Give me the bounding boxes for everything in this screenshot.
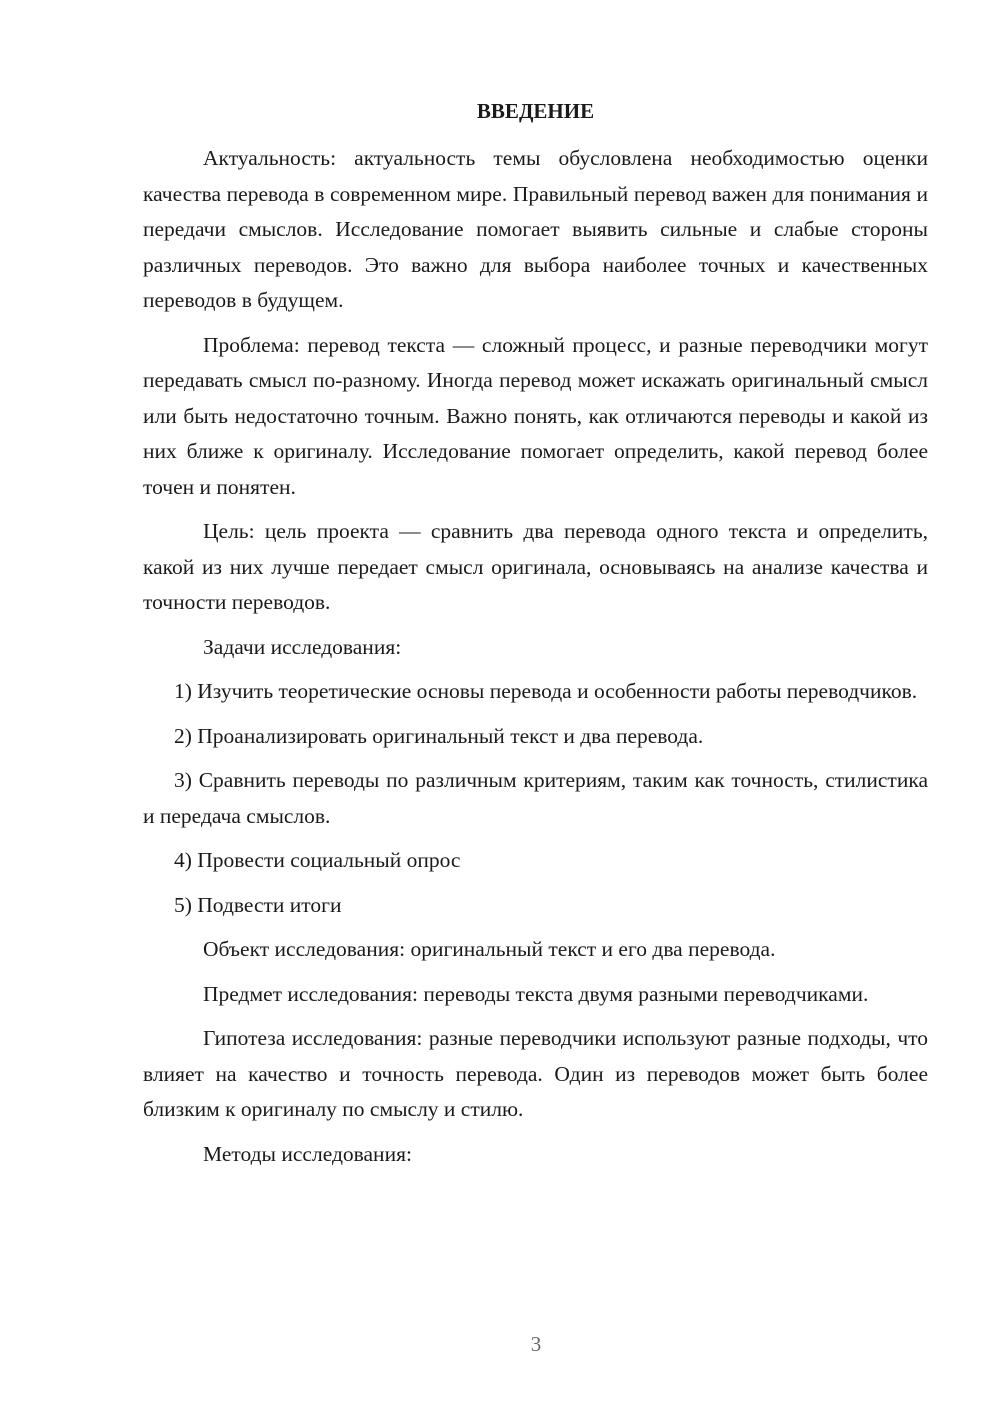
task-item-1: 1) Изучить теоретические основы перевода и особенности работы переводчиков. [174, 679, 918, 703]
paragraph-problem: Проблема: перевод текста — сложный процесс, и разные переводчики могут передавать смысл по-разному. Иногда перевод может искажать оригинальный смысл или быть недостаточно точным. Важно понять, как отличаются переводы и какой из них ближе к оригиналу. Исследование помогает определить, какой перевод более точен и понятен. [143, 332, 928, 499]
paragraph-relevance: Актуальность: актуальность темы обусловлена необходимостью оценки качества перевода в современном мире. Правильный перевод важен для понимания и передачи смыслов. Исследование помогает выявить сильные и слабые стороны различных переводов. Это важно для выбора наиболее точных и качественных переводов в будущем. [143, 146, 928, 312]
page-number: 3 [530, 1332, 542, 1356]
task-item-5: 5) Подвести итоги [174, 892, 342, 917]
paragraph-goal: Цель: цель проекта — сравнить два перевода одного текста и определить, какой из них лучше передает смысл оригинала, основываясь на анализе качества и точности переводов. [143, 519, 928, 614]
paragraph-tasks-heading: Задачи исследования: [203, 634, 402, 659]
paragraph-methods: Методы исследования: [203, 1141, 412, 1166]
task-item-3: 3) Сравнить переводы по различным критериям, таким как точность, стилистика и передача смыслов. [143, 768, 928, 828]
paragraph-object: Объект исследования: оригинальный текст и его два перевода. [203, 937, 776, 961]
page-title: ВВЕДЕНИЕ [476, 99, 595, 123]
paragraph-subject: Предмет исследования: переводы текста двумя разными переводчиками. [203, 981, 869, 1006]
task-item-2: 2) Проанализировать оригинальный текст и два перевода. [174, 723, 704, 748]
task-item-4: 4) Провести социальный опрос [174, 848, 461, 872]
paragraph-hypothesis: Гипотеза исследования: разные переводчики используют разные подходы, что влияет на качество и точность перевода. Один из переводов может быть более близким к оригиналу по смыслу и стилю. [143, 1026, 928, 1121]
document-page [143, 93, 928, 1181]
